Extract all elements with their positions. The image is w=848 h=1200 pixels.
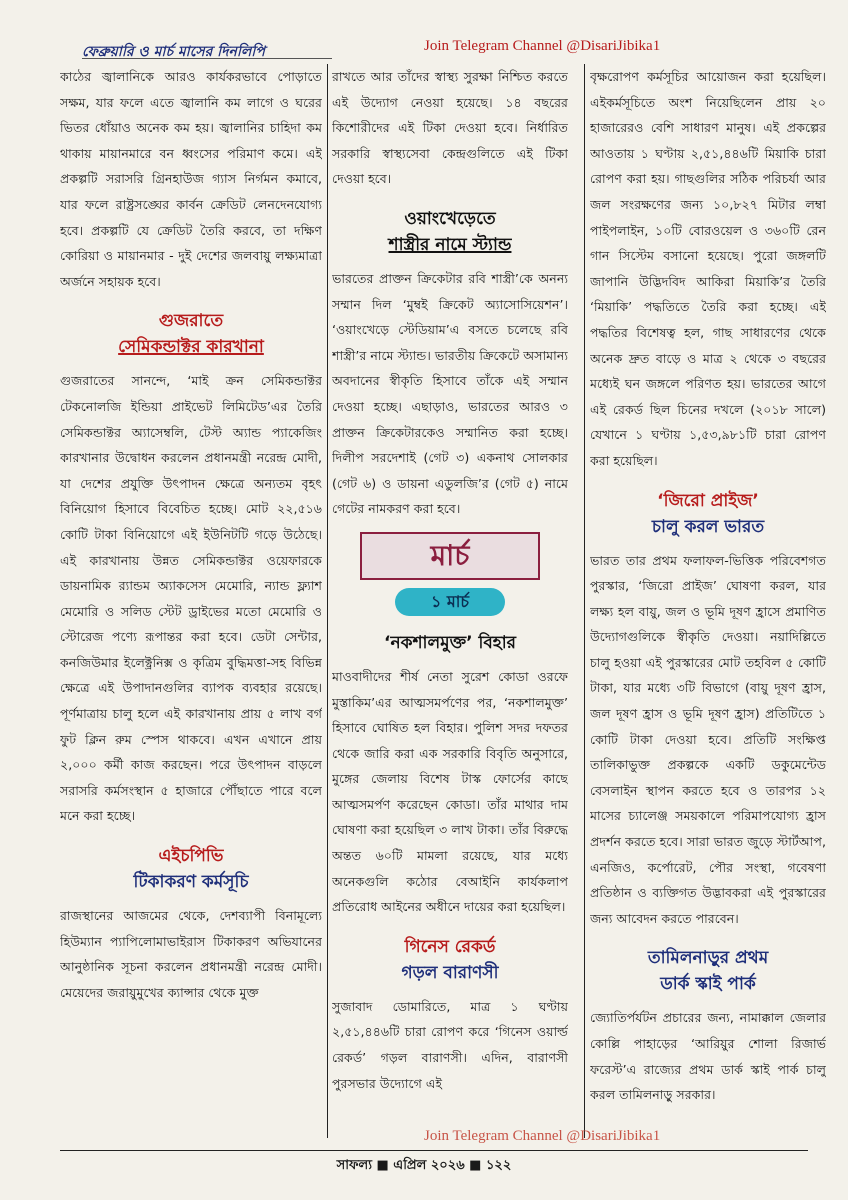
heading-line: সেমিকন্ডাক্টর কারখানা (118, 337, 264, 358)
section-title: ফেব্রুয়ারি ও মার্চ মাসের দিনলিপি (82, 44, 265, 60)
article-body: বৃক্ষরোপণ কর্মসূচির আয়োজন করা হয়েছিল। এইকর্মসূচিতে অংশ নিয়েছিলেন প্রায় ২০ হাজারেরও বেশি সাধারণ মানুষ। এই প্রকল্পের আওতায় ১ ঘণ্টায় ২,৫১,৪৪৬টি মিয়াকি চারা রোপণ করা হয়। গাছগুলির সঠিক পরিচর্যা আর জল সংরক্ষণের জন্য ১০,৮২৭ মিটার লম্বা পাইপলাইন, ১০টি বোরওয়েল ও ৩৬০টি রেন গান সিস্টেম বসানো হয়েছে। পুরো জঙ্গলটি জাপানি উদ্ভিদবিদ আকিরা মিয়াকি’র তৈরি ‘মিয়াকি’ পদ্ধতিতে তৈরি করা হচ্ছে। এই পদ্ধতির বিশেষত্ব হল, গাছ সাধারণের থেকে অনেক দ্রুত বাড়ে ও মাত্র ২ থেকে ৩ বছরের মধ্যেই ঘন জঙ্গলে পরিণত হয়। ভারতের আগে এই রেকর্ড ছিল চিনের দখলে (২০১৮ সালে) যেখানে ১ ঘণ্টায় ১,৫৩,৯৮১টি চারা রোপণ করা হয়েছিল। (590, 69, 826, 468)
article-body: ভারত তার প্রথম ফলাফল-ভিত্তিক পরিবেশগত পুরস্কার, ‘জিরো প্রাইজ’ ঘোষণা করল, যার লক্ষ্য হল বায়ু, জল ও ভূমি দূষণ হ্রাসে প্রমাণিত উদ্যোগগুলিকে স্বীকৃতি দেওয়া। নয়াদিল্লিতে চালু হওয়া এই পুরস্কারের মোট তহবিল ৫ কোটি টাকা, যার মধ্যে ৩টি বিভাগে (বায়ু দূষণ হ্রাস, জল দূষণ হ্রাস ও ভূমি দূষণ হ্রাস) প্রতিটিতে ১ কোটি টাকা দেওয়া হবে। প্রতিটি সংক্ষিপ্ত তালিকাভুক্ত প্রকল্পকে একটি ডকুমেন্টেড বেসলাইন স্থাপন করতে হবে ও তারপর ১২ মাসের চ্যালেঞ্জ সময়কালে পরিমাপযোগ্য হ্রাস প্রদর্শন করতে হবে। সারা ভারত জুড়ে স্টার্টআপ, এনজিও, কর্পোরেট, পৌর সংস্থা, গবেষণা প্রতিষ্ঠান ও ব্যক্তিগত উদ্ভাবকরা এই পুরস্কারের জন্য আবেদন করতে পারবেন। (590, 552, 826, 926)
heading-line: এইচপিভি (158, 846, 224, 867)
article-heading (60, 308, 322, 360)
heading-line: গুজরাতে (158, 311, 224, 332)
heading-line: ‘জিরো প্রাইজ’ (657, 490, 759, 511)
heading-line: গিনেস রেকর্ড (404, 936, 496, 957)
heading-line: ডার্ক স্কাই পার্ক (660, 974, 756, 995)
article-body: রাজস্থানের আজমের থেকে, দেশব্যাপী বিনামূল্যে হিউম্যান প্যাপিলোমাভাইরাস টিকাকরণ অভিযানের আনুষ্ঠানিক সূচনা করলেন প্রধানমন্ত্রী নরেন্দ্র মোদী। মেয়েদের জরায়ুমুখের ক্যান্সার থেকে মুক্ত (60, 908, 322, 1000)
heading-line: তামিলনাড়ুর প্রথম (647, 948, 769, 969)
footer-watermark: Join Telegram Channel @DisariJibika1 (424, 1128, 661, 1144)
telegram-watermark: Join Telegram Channel @DisariJibika1 (424, 38, 661, 54)
article-body: মাওবাদীদের শীর্ষ নেতা সুরেশ কোডা ওরফে মুস্তাকিম’এর আত্মসমর্পণের পর, ‘নকশালমুক্ত’ হিসাবে ঘোষিত হল বিহার। পুলিশ সদর দফতর থেকে জারি করা এক সরকারি বিবৃতি অনুসারে, মুঙ্গের জেলায় বিশেষ টাস্ক ফোর্সের কাছে আত্মসমর্পণ করেছেন কোডা। তাঁর মাথার দাম ঘোষণা করা হয়েছিল ৩ লাখ টাকা। তাঁর বিরুদ্ধে অন্তত ৬০টি মামলা রয়েছে, যার মধ্যে অনেকগুলি কঠোর বেআইনি কার্যকলাপ প্রতিরোধ আইনের অধীনে দায়ের করা হয়েছিল। (332, 668, 568, 915)
article-heading (590, 945, 826, 997)
article-body: গুজরাতের সানন্দে, ‘মাই ক্রন সেমিকন্ডাক্টর টেকনোলজি ইন্ডিয়া প্রাইভেট লিমিটেড’এর তৈরি সেমিকন্ডাক্টর অ্যাসেম্বলি, টেস্ট অ্যান্ড প্যাকেজিং কারখানার উদ্বোধন করলেন প্রধানমন্ত্রী নরেন্দ্র মোদী, যা দেশের প্রযুক্তি উৎপাদন ক্ষেত্রে অন্যতম বৃহৎ বিনিয়োগ হিসাবে বিবেচিত হচ্ছে। মোট ২২,৫১৬ কোটি টাকা বিনিয়োগে এই ইউনিটটি গড়ে উঠেছে। এই কারখানায় উন্নত সেমিকন্ডাক্টর ওয়েফারকে ডায়নামিক র‍্যান্ডম অ্যাকসেস মেমোরি, ন্যান্ড ফ্ল্যাশ মেমোরি ও সলিড স্টেট ড্রাইভের মতো মেমোরি ও স্টোরেজ পণ্যে রূপান্তর করা হবে। ডেটা সেন্টার, কনজিউমার ইলেক্ট্রনিক্স ও কৃত্রিম বুদ্ধিমত্তা-সহ বিভিন্ন ক্ষেত্রে এই উপাদানগুলির ব্যাপক ব্যবহার রয়েছে। পূর্ণমাত্রায় চালু হলে এই কারখানায় প্রায় ৫ লাখ বর্গ ফুট ক্লিন রুম স্পেস থাকবে। এখন এখানে প্রায় ২,০০০ কর্মী কাজ করছেন। পরে উৎপাদন বাড়লে সরাসরি কর্মসংস্থান ৫ হাজারে পৌঁছাতে পারে বলে মনে করা হচ্ছে। (60, 373, 322, 824)
month-banner: মার্চ (360, 532, 540, 580)
article-body: ভারতের প্রাক্তন ক্রিকেটার রবি শাস্ত্রী’কে অনন্য সম্মান দিল ‘মুম্বই ক্রিকেট অ্যাসোসিয়েশন’। ‘ওয়াংখেড়ে স্টেডিয়াম’এ বসতে চলেছে রবি শাস্ত্রী’র নামে স্ট্যান্ড। ভারতীয় ক্রিকেটে অসামান্য অবদানের স্বীকৃতি হিসাবে তাঁকে এই সম্মান দেওয়া হচ্ছে। এছাড়াও, ভারতের আরও ৩ প্রাক্তন ক্রিকেটারকেও সম্মানিত করা হচ্ছে। দিলীপ সরদেশাই (গেট ৩) একনাথ সোলকার (গেট ৬) ও ডায়না এডুলজি’র (গেট ৫) নামে গেটের নামকরণ করা হবে। (332, 270, 568, 517)
header-divider (82, 58, 332, 59)
column-1 (60, 64, 322, 1164)
column-3 (590, 64, 826, 1164)
article-body: জ্যোতির্পর্যটন প্রচারের জন্য, নামাক্কাল জেলার কোল্লি পাহাড়ের ‘আরিয়ুর শোলা রিজার্ভ ফরেস্ট’এ রাজ্যের প্রথম ডার্ক স্কাই পার্ক চালু করল তামিলনাড়ু সরকার। (590, 1010, 826, 1103)
column-2 (332, 64, 568, 1164)
column-divider (584, 64, 585, 1138)
article-heading (590, 488, 826, 540)
article-heading (332, 206, 568, 258)
heading-line: ওয়াংখেড়েতে (404, 208, 496, 229)
date-badge: ১ মার্চ (395, 588, 505, 616)
heading-line: গড়ল বারাণসী (401, 962, 499, 983)
article-body: রাখতে আর তাঁদের স্বাস্থ্য সুরক্ষা নিশ্চিত করতে এই উদ্যোগ নেওয়া হয়েছে। ১৪ বছরের কিশোরীদের এই টিকা দেওয়া হবে। নির্ধারিত সরকারি স্বাস্থ্যসেবা কেন্দ্রগুলিতে এই টিকা দেওয়া হবে। (332, 69, 568, 187)
heading-line: ‘নকশালমুক্ত’ বিহার (383, 632, 517, 653)
article-heading (60, 843, 322, 895)
heading-line: শাস্ত্রীর নামে স্ট্যান্ড (388, 234, 512, 255)
column-divider (327, 64, 328, 1138)
heading-line: টিকাকরণ কর্মসূচি (133, 872, 249, 893)
page-footer: সাফল্য ■ এপ্রিল ২০২৬ ■ ১২২ (336, 1158, 512, 1173)
article-heading (332, 630, 568, 656)
footer-divider (60, 1150, 808, 1151)
article-body: সুজাবাদ ডোমারিতে, মাত্র ১ ঘণ্টায় ২,৫১,৪৪৬টি চারা রোপণ করে ‘গিনেস ওয়ার্ল্ড রেকর্ড’ গড়ল বারাণসী। এদিন, বারাণসী পুরসভার উদ্যোগে এই (332, 998, 568, 1091)
article-heading (332, 934, 568, 986)
heading-line: চালু করল ভারত (651, 516, 765, 537)
article-body: কাঠের জ্বালানিকে আরও কার্যকরভাবে পোড়াতে সক্ষম, যার ফলে এতে জ্বালানি কম লাগে ও ঘরের ভিতর ধোঁয়াও অনেক কম হয়। জ্বালানির চাহিদা কম থাকায় মায়ানমারে বন ধ্বংসের পরিমাণ কমে। এই প্রকল্পটি সরাসরি গ্রিনহাউজ গ্যাস নির্গমন কমাবে, যার ফলে রাষ্ট্রসঙ্ঘের কার্বন ক্রেডিট লেনদেনযোগ্য হবে। প্রকল্পটি যে ক্রেডিট তৈরি করবে, তা দক্ষিণ কোরিয়া ও মায়ানমার - দুই দেশের জলবায়ু লক্ষ্যমাত্রা অর্জনে সহায়ক হবে। (60, 69, 322, 289)
